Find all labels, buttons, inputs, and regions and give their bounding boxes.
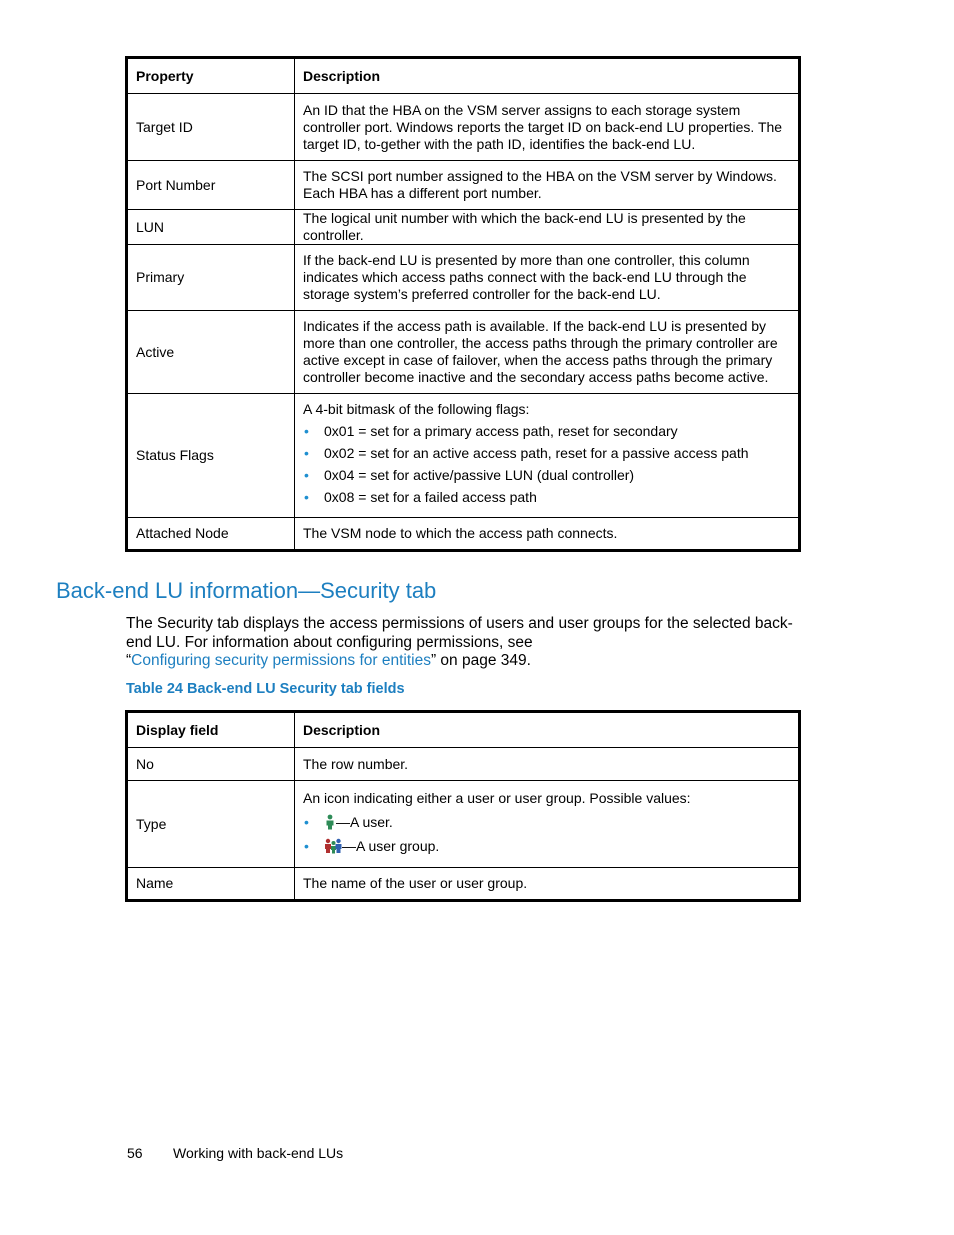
list-item-text: —A user. bbox=[336, 813, 393, 830]
description-cell: The row number. bbox=[295, 748, 800, 781]
bullet-icon: • bbox=[304, 489, 309, 505]
bullet-icon: • bbox=[304, 813, 309, 830]
table-row bbox=[127, 245, 800, 311]
table-row bbox=[127, 210, 800, 245]
page-footer bbox=[127, 1145, 343, 1161]
description-cell: Indicates if the access path is available. If the back-end LU is presented by more than one controller, the access paths through the primary controller are active except in case of failover, when the access paths through the primary controller become inactive and the secondary access paths become active. bbox=[295, 311, 800, 394]
field-cell: Name bbox=[127, 868, 295, 901]
property-cell: Port Number bbox=[127, 161, 295, 210]
property-cell: Target ID bbox=[127, 94, 295, 161]
property-cell: Active bbox=[127, 311, 295, 394]
bullet-icon: • bbox=[304, 467, 309, 483]
description-cell: The VSM node to which the access path connects. bbox=[295, 518, 800, 551]
list-item-text: 0x01 = set for a primary access path, reset for secondary bbox=[324, 423, 678, 439]
description-cell: An ID that the HBA on the VSM server assigns to each storage system controller port. Windows reports the target ID on back-end LU properties. The target ID, to-gether with the path ID, identifies the back-end LU. bbox=[295, 94, 800, 161]
list-item bbox=[303, 444, 790, 462]
field-cell: No bbox=[127, 748, 295, 781]
table-header-row bbox=[127, 58, 800, 94]
table-row bbox=[127, 518, 800, 551]
paragraph-text: The Security tab displays the access permissions of users and user groups for the selected back-end LU. For information about configuring permissions, see bbox=[126, 615, 793, 651]
table-row bbox=[127, 161, 800, 210]
open-quote: “ bbox=[126, 652, 132, 669]
property-cell: LUN bbox=[127, 210, 295, 245]
column-header: Property bbox=[127, 58, 295, 94]
table-row bbox=[127, 94, 800, 161]
list-item bbox=[303, 466, 790, 484]
column-header: Description bbox=[295, 712, 800, 748]
property-cell: Primary bbox=[127, 245, 295, 311]
column-header: Description bbox=[295, 58, 800, 94]
list-item bbox=[303, 488, 790, 506]
table-row bbox=[127, 748, 800, 781]
body-paragraph bbox=[126, 615, 796, 671]
description-cell bbox=[295, 781, 800, 868]
user-icon bbox=[324, 814, 336, 830]
field-cell: Type bbox=[127, 781, 295, 868]
list-item bbox=[303, 422, 790, 440]
description-cell bbox=[295, 394, 800, 518]
description-text: A 4-bit bitmask of the following flags: bbox=[303, 401, 530, 417]
type-value-list bbox=[303, 813, 790, 855]
table-caption: Table 24 Back-end LU Security tab fields bbox=[126, 681, 405, 697]
table-row bbox=[127, 311, 800, 394]
list-item-text: 0x04 = set for active/passive LUN (dual controller) bbox=[324, 467, 635, 483]
table-header-row bbox=[127, 712, 800, 748]
list-item-text: 0x02 = set for an active access path, reset for a passive access path bbox=[324, 445, 749, 461]
page-number: 56 bbox=[127, 1145, 143, 1161]
chapter-title: Working with back-end LUs bbox=[173, 1145, 344, 1161]
column-header: Display field bbox=[127, 712, 295, 748]
section-heading: Back-end LU information—Security tab bbox=[56, 578, 437, 603]
table-row bbox=[127, 868, 800, 901]
bullet-icon: • bbox=[304, 837, 309, 854]
description-cell: The name of the user or user group. bbox=[295, 868, 800, 901]
list-item bbox=[303, 813, 790, 831]
user-group-icon bbox=[324, 838, 342, 854]
description-cell: The SCSI port number assigned to the HBA on the VSM server by Windows. Each HBA has a different port number. bbox=[295, 161, 800, 210]
property-cell: Attached Node bbox=[127, 518, 295, 551]
properties-table bbox=[125, 56, 801, 552]
description-text: An icon indicating either a user or user group. Possible values: bbox=[303, 789, 691, 806]
list-item-text: —A user group. bbox=[342, 837, 440, 854]
table-row bbox=[127, 394, 800, 518]
cross-reference-link[interactable]: Configuring security permissions for entities bbox=[131, 652, 431, 669]
paragraph-text-end: ” on page 349. bbox=[430, 652, 531, 669]
bullet-icon: • bbox=[304, 423, 309, 439]
bullet-icon: • bbox=[304, 445, 309, 461]
security-fields-table bbox=[125, 710, 801, 902]
description-cell: The logical unit number with which the back-end LU is presented by the controller. bbox=[295, 210, 800, 245]
flag-list bbox=[303, 422, 790, 506]
list-item-text: 0x08 = set for a failed access path bbox=[324, 489, 537, 505]
table-row bbox=[127, 781, 800, 868]
property-cell: Status Flags bbox=[127, 394, 295, 518]
list-item bbox=[303, 837, 790, 855]
description-cell: If the back-end LU is presented by more than one controller, this column indicates which access paths connect with the back-end LU through the storage system’s preferred controller for the back-end LU. bbox=[295, 245, 800, 311]
